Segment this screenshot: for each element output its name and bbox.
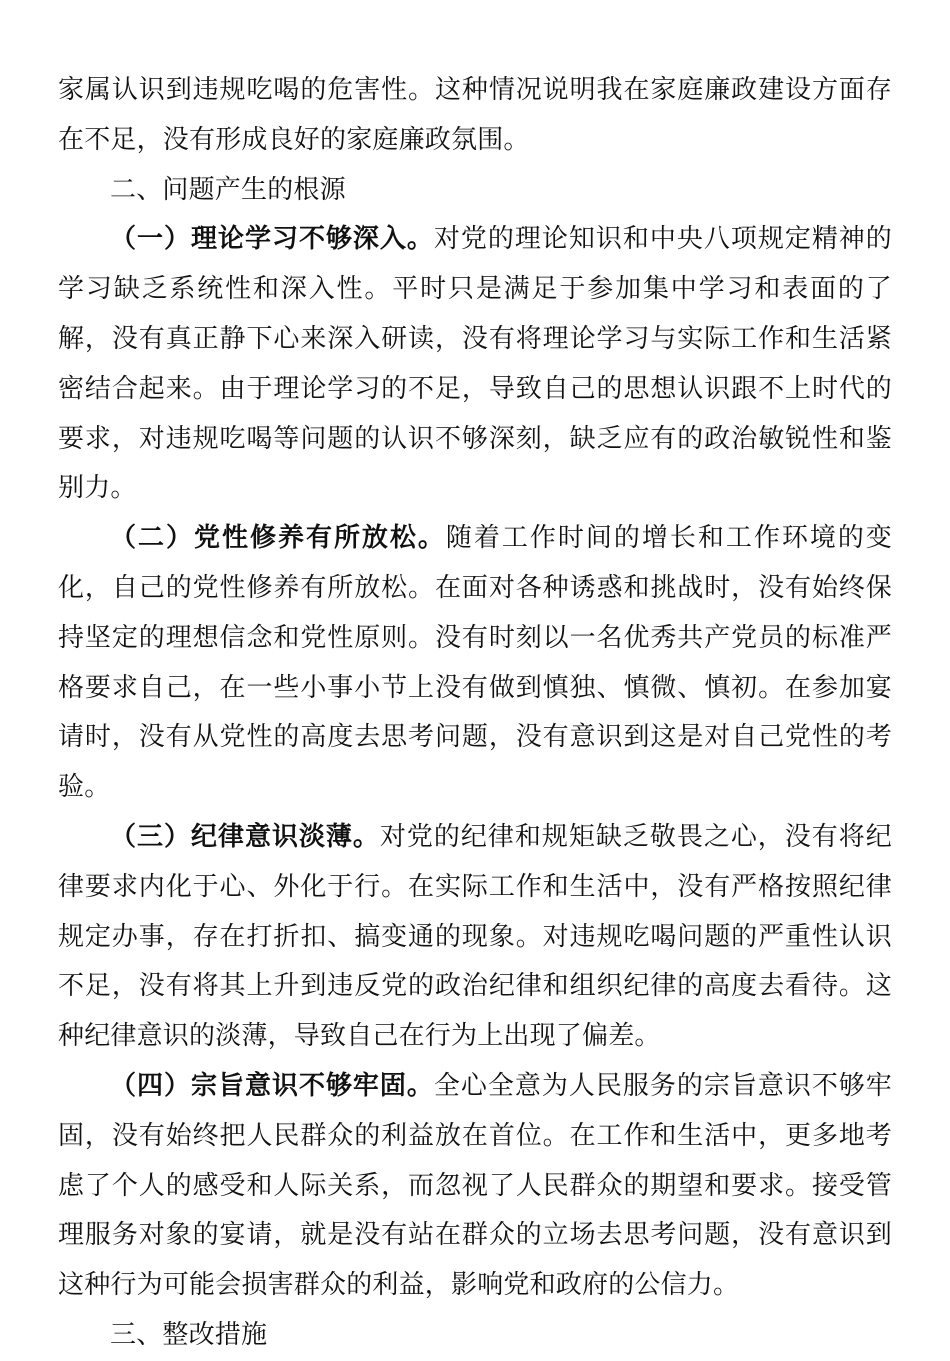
document-body xyxy=(58,66,892,1361)
cause-lead-purpose: （四）宗旨意识不够牢固。 xyxy=(110,1070,434,1101)
intro-paragraph: 家属认识到违规吃喝的危害性。这种情况说明我在家庭廉政建设方面存在不足，没有形成良好的家庭廉政氛围。 xyxy=(58,75,892,155)
cause-lead-theory: （一）理论学习不够深入。 xyxy=(110,224,434,255)
cause-body-party-spirit: 随着工作时间的增长和工作环境的变化，自己的党性修养有所放松。在面对各种诱惑和挑战时，没有始终保持坚定的理想信念和党性原则。没有时刻以一名优秀共产党员的标准严格要求自己，在一些小事小节上没有做到慎独、慎微、慎初。在参加宴请时，没有从党性的高度去思考问题，没有意识到这是对自己党性的考验。 xyxy=(58,523,893,803)
cause-body-theory: 对党的理论知识和中央八项规定精神的学习缺乏系统性和深入性。平时只是满足于参加集中学习和表面的了解，没有真正静下心来深入研读，没有将理论学习与实际工作和生活紧密结合起来。由于理论学习的不足，导致自己的思想认识跟不上时代的要求，对违规吃喝等问题的认识不够深刻，缺乏应有的政治敏锐性和鉴别力。 xyxy=(58,224,893,504)
section-three-heading: 三、整改措施 xyxy=(110,1319,268,1350)
cause-paragraph-theory xyxy=(58,215,892,514)
cause-lead-discipline: （三）纪律意识淡薄。 xyxy=(110,821,380,852)
cause-body-purpose: 全心全意为人民服务的宗旨意识不够牢固，没有始终把人民群众的利益放在首位。在工作和生活中，更多地考虑了个人的感受和人际关系，而忽视了人民群众的期望和要求。接受管理服务对象的宴请，就是没有站在群众的立场去思考问题，没有意识到这种行为可能会损害群众的利益，影响党和政府的公信力。 xyxy=(58,1070,893,1301)
cause-lead-party-spirit: （二）党性修养有所放松。 xyxy=(110,523,446,554)
cause-paragraph-purpose xyxy=(58,1062,892,1311)
cause-paragraph-party-spirit xyxy=(58,514,892,813)
cause-paragraph-discipline xyxy=(58,813,892,1062)
cause-body-discipline: 对党的纪律和规矩缺乏敬畏之心，没有将纪律要求内化于心、外化于行。在实际工作和生活中，没有严格按照纪律规定办事，存在打折扣、搞变通的现象。对违规吃喝问题的严重性认识不足，没有将其上升到违反党的政治纪律和组织纪律的高度去看待。这种纪律意识的淡薄，导致自己在行为上出现了偏差。 xyxy=(58,821,892,1052)
section-two-heading: 二、问题产生的根源 xyxy=(110,174,346,205)
